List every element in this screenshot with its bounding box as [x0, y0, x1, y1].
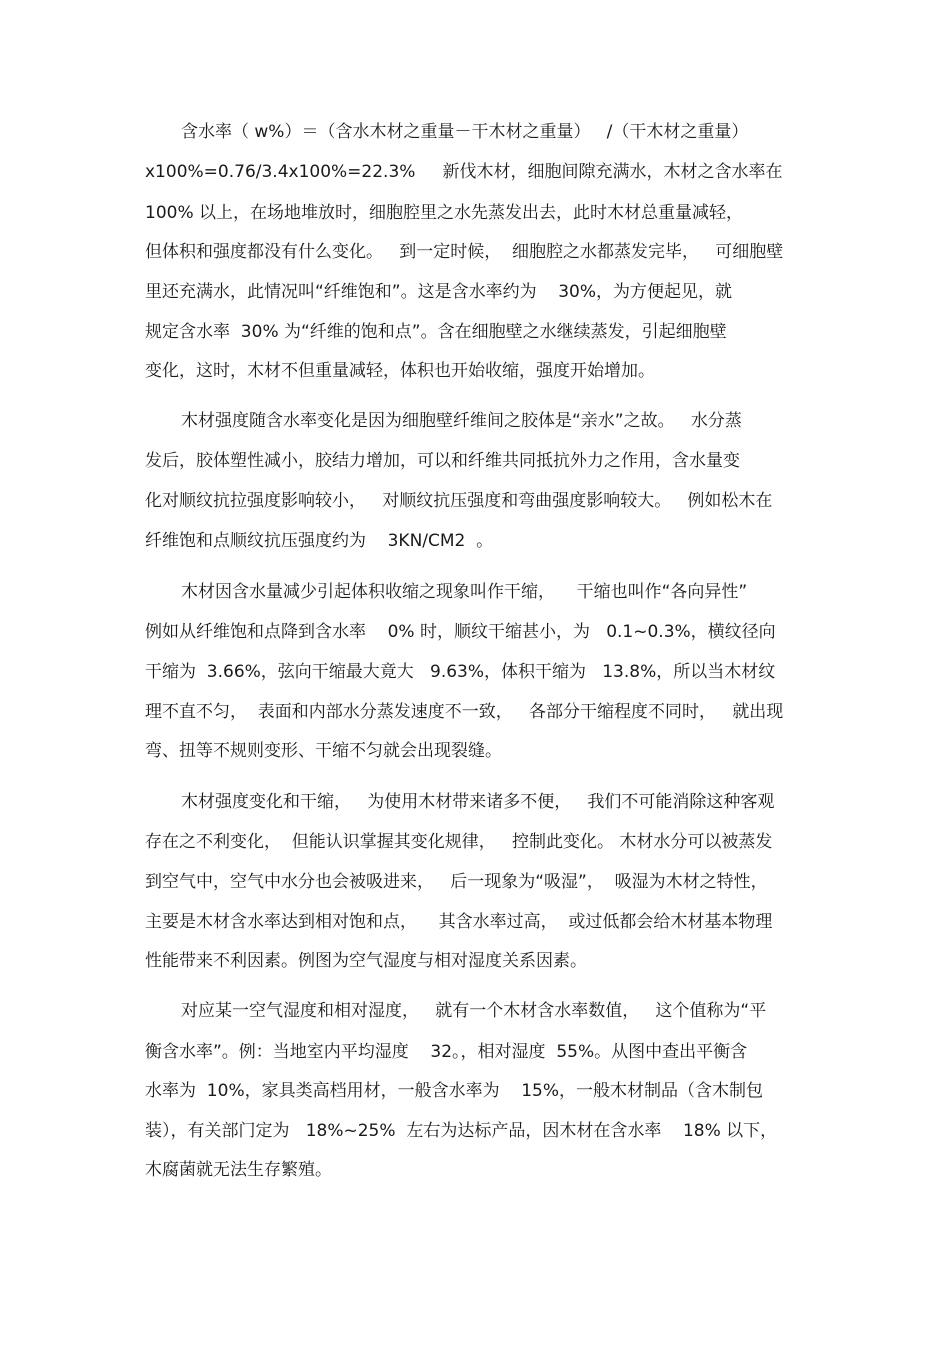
text-line: 化对顺纹抗拉强度影响较小， 对顺纹抗压强度和弯曲强度影响较大。 例如松木在	[145, 491, 773, 511]
text-line: 存在之不利变化， 但能认识掌握其变化规律， 控制此变化。 木材水分可以被蒸发	[145, 832, 773, 852]
text-line: 到空气中，空气中水分也会被吸进来， 后一现象为“吸湿”， 吸湿为木材之特性，	[145, 872, 768, 892]
text-line: 100% 以上，在场地堆放时，细胞腔里之水先蒸发出去，此时木材总重量减轻，	[145, 203, 744, 223]
text-line: 例如从纤维饱和点降到含水率 0% 时，顺纹干缩甚小，为 0.1~0.3%，横纹径向	[145, 622, 776, 642]
text-line: 里还充满水，此情况叫“纤维饱和”。这是含水率约为 30%，为方便起见，就	[145, 282, 733, 302]
text-line: 含水率（ w%）＝（含水木材之重量－干木材之重量） /（干木材之重量）	[181, 122, 749, 142]
text-line: 木材因含水量减少引起体积收缩之现象叫作干缩， 干缩也叫作“各向异性”	[181, 582, 748, 602]
text-line: 木腐菌就无法生存繁殖。	[145, 1160, 332, 1180]
text-line: 理不直不匀， 表面和内部水分蒸发速度不一致， 各部分干缩程度不同时， 就出现	[145, 702, 784, 722]
text-line: 木材强度随含水率变化是因为细胞壁纤维间之胶体是“亲水”之故。 水分蒸	[181, 411, 742, 431]
text-line: 但体积和强度都没有什么变化。 到一定时候， 细胞腔之水都蒸发完毕， 可细胞壁	[145, 242, 784, 262]
text-line: 发后，胶体塑性减小，胶结力增加，可以和纤维共同抵抗外力之作用，含水量变	[145, 451, 740, 471]
text-line: 水率为 10%，家具类高档用材，一般含水率为 15%，一般木材制品（含木制包	[145, 1081, 763, 1101]
text-line: 主要是木材含水率达到相对饱和点， 其含水率过高， 或过低都会给木材基本物理	[145, 912, 773, 932]
text-line: 弯、扭等不规则变形、干缩不匀就会出现裂缝。	[145, 741, 502, 761]
text-line: 纤维饱和点顺纹抗压强度约为 3KN/CM2 。	[145, 531, 494, 551]
text-line: 性能带来不利因素。例图为空气湿度与相对湿度关系因素。	[145, 951, 587, 971]
text-line: 对应某一空气湿度和相对湿度， 就有一个木材含水率数值， 这个值称为“平	[181, 1001, 767, 1021]
text-line: 木材强度变化和干缩， 为使用木材带来诸多不便， 我们不可能消除这种客观	[181, 792, 775, 812]
text-line: 装），有关部门定为 18%~25% 左右为达标产品，因木材在含水率 18% 以下，	[145, 1121, 778, 1141]
text-line: 干缩为 3.66%，弦向干缩最大竟大 9.63%，体积干缩为 13.8%，所以当木材纹	[145, 662, 776, 682]
text-line: 衡含水率”。例：当地室内平均湿度 32。，相对湿度 55%。从图中查出平衡含	[145, 1042, 748, 1062]
text-line: 规定含水率 30% 为“纤维的饱和点”。含在细胞壁之水继续蒸发，引起细胞壁	[145, 322, 727, 342]
text-line: x100%=0.76/3.4x100%=22.3% 新伐木材，细胞间隙充满水，木材之含水率在	[145, 162, 783, 182]
text-line: 变化，这时，木材不但重量减轻，体积也开始收缩，强度开始增加。	[145, 361, 655, 381]
